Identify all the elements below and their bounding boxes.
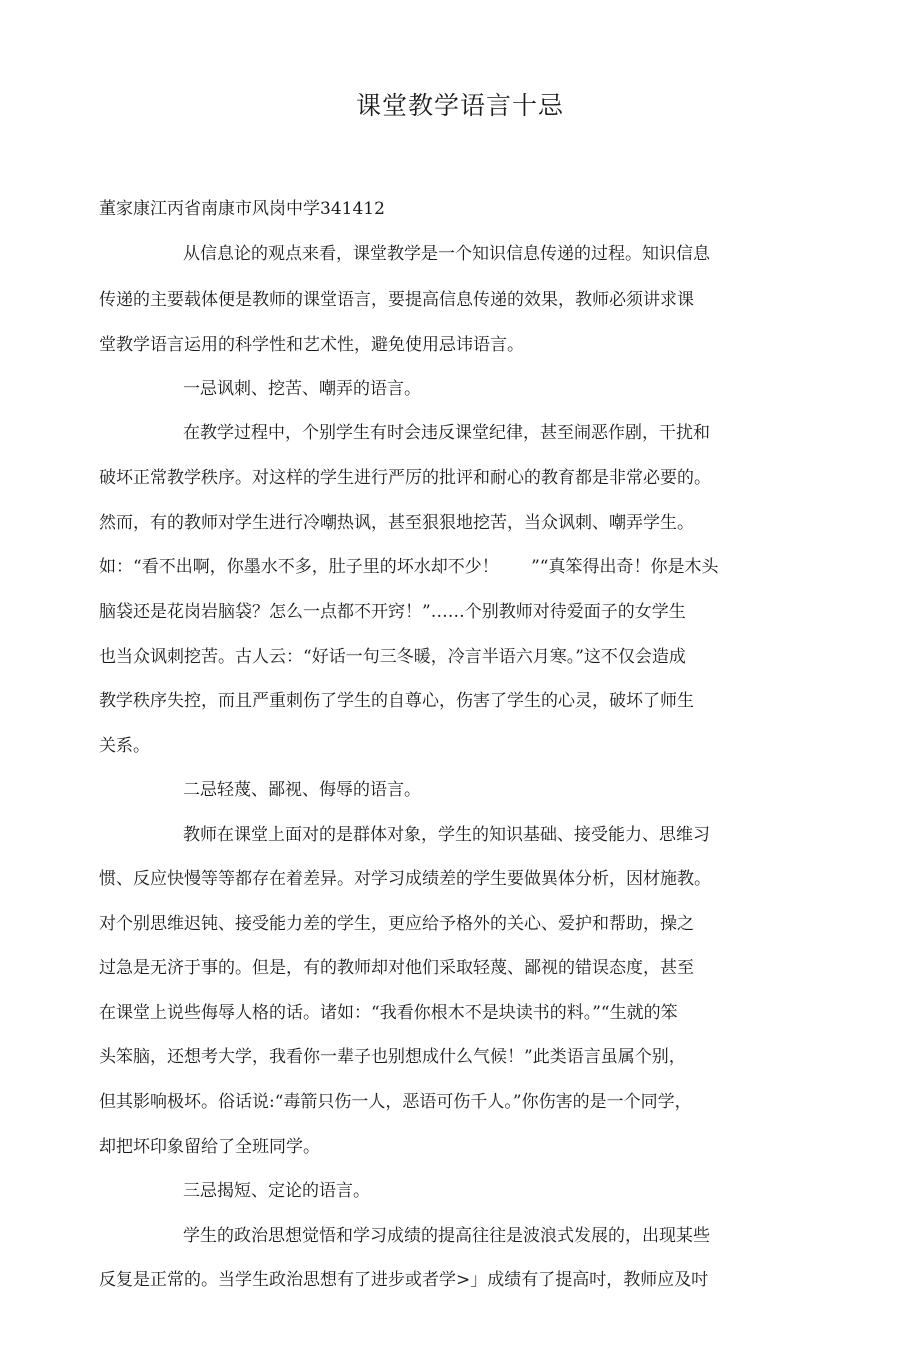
paragraph-line: 头笨脑，还想考大学，我看你一辈子也别想成什么气候！”此类语言虽属个别， [99,1047,686,1067]
paragraph-line: 惯、反应快慢等等都存在着差异。对学习成绩差的学生要做異体分析，因材施教。 [99,869,711,889]
paragraph-line: 也当众讽刺挖苦。古人云：“好话一句三冬暖，冷言半语六月寒。”这不仅会造成 [99,647,686,667]
paragraph-line: 教学秩序失控，而且严重刺伤了学生的自尊心，伤害了学生的心灵，破坏了师生 [99,691,694,711]
paragraph-line: 脑袋还是花岗岩脑袋？怎么一点都不开窍！”……个别教师对待爱面子的女学生 [99,602,686,622]
paragraph-line: 对个别思维迟钝、接受能力差的学生，更应给予格外的关心、爱护和帮助，操之 [99,914,694,934]
author-affiliation: 董家康江丙省南康市风岗中学341412 [99,199,385,219]
paragraph-line: 从信息论的观点来看，课堂教学是一个知识信息传递的过程。知识信息 [183,244,710,264]
paragraph-line: 过急是无济于事的。但是，有的教师却对他们采取轻蔑、鄙视的错误态度，甚至 [99,958,694,978]
paragraph-line: 教师在课堂上面对的是群体对象，学生的知识基础、接受能力、思维习 [183,825,710,845]
paragraph-line: 在课堂上说些侮辱人格的话。诸如：“我看你根木不是块读书的料。”“生就的笨 [99,1003,678,1023]
paragraph-line: 但其影响极坏。俗话说:“毒箭只伤一人，恶语可伤千人。”你伤害的是一个同学， [99,1092,692,1112]
paragraph-line: 如：“看不出啊，你墨水不多，肚子里的坏水却不少！ ”“真笨得出奇！你是木头 [99,557,719,577]
paragraph-line: 反复是正常的。当学生政治思想有了进步或者学>」成绩有了提高吋，教师应及吋 [99,1270,709,1290]
section-heading-1: 一忌讽刺、挖苦、嘲弄的语言。 [183,379,421,399]
paragraph-line: 然而，有的教师对学生进行冷嘲热讽，甚至狠狠地挖苦，当众讽刺、嘲弄学生。 [99,513,694,533]
paragraph-line: 却把坏印象留给了全班同学。 [99,1137,320,1157]
paragraph-line: 堂教学语言运用的科学性和艺术性，避免使用忌讳语言。 [99,335,524,355]
section-heading-2: 二忌轻蔑、鄙视、侮辱的语言。 [183,780,421,800]
paragraph-line: 关系。 [99,736,150,756]
document-title: 课堂教学语言十忌 [355,91,564,120]
paragraph-line: 学生的政治思想觉悟和学习成绩的提高往往是波浪式发展的，出现某些 [183,1226,710,1246]
paragraph-line: 传递的主要载体便是教师的课堂语言，要提高信息传递的效果，教师必须讲求课 [99,290,694,310]
paragraph-line: 在教学过程中，个别学生有时会违反课堂纪律，甚至闹恶作剧，干扰和 [183,423,710,443]
paragraph-line: 破坏正常教学秩序。对这样的学生进行严厉的批评和耐心的教育都是非常必要的。 [99,468,711,488]
section-heading-3: 三忌揭短、定论的语言。 [183,1181,370,1201]
